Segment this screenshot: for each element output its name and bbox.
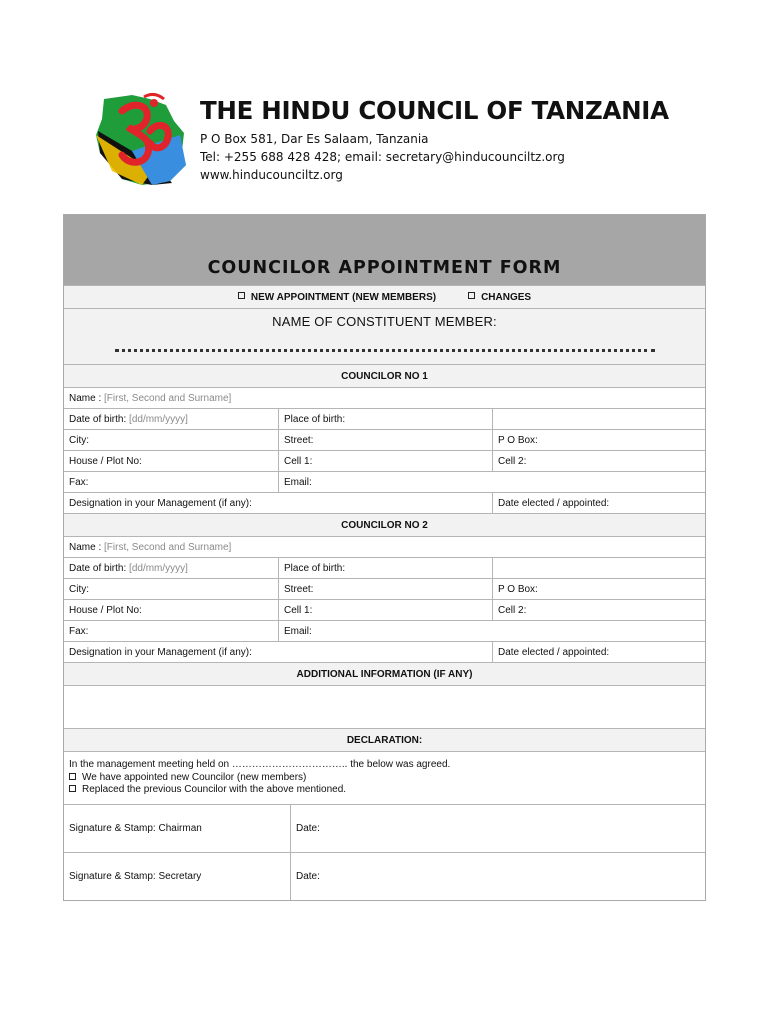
councilor-2-pob-field[interactable]: Place of birth: <box>278 558 492 578</box>
form-title: COUNCILOR APPOINTMENT FORM <box>207 258 562 278</box>
secretary-date-field[interactable]: Date: <box>290 853 705 900</box>
councilor-1-dob-field[interactable]: Date of birth: [dd/mm/yyyy] <box>69 413 188 425</box>
councilor-1-designation-field[interactable]: Designation in your Management (if any): <box>69 497 252 509</box>
councilor-2-cell2-field[interactable]: Cell 2: <box>492 600 705 620</box>
org-website[interactable]: www.hinducounciltz.org <box>200 168 343 182</box>
constituent-member-dotted-line[interactable] <box>115 349 655 352</box>
constituent-member-field[interactable] <box>64 309 705 364</box>
councilor-1-date-elected-field[interactable]: Date elected / appointed: <box>492 493 705 513</box>
declaration-option-replaced[interactable]: Replaced the previous Councilor with the above mentioned. <box>69 784 346 797</box>
option-changes[interactable]: CHANGES <box>468 292 531 303</box>
declaration-text <box>64 752 705 804</box>
councilor-1-city-field[interactable]: City: <box>69 434 89 446</box>
councilor-2-designation-field[interactable]: Designation in your Management (if any): <box>69 646 252 658</box>
councilor-2-house-field[interactable]: House / Plot No: <box>69 604 142 616</box>
appointment-form <box>63 214 706 901</box>
checkbox-icon[interactable] <box>238 292 245 299</box>
councilor-1-house-field[interactable]: House / Plot No: <box>69 455 142 467</box>
councilor-2-fax-field[interactable]: Fax: <box>69 625 89 637</box>
councilor-1-cell1-field[interactable]: Cell 1: <box>278 451 492 471</box>
declaration-meeting-line: In the management meeting held on …………………………….. the below was agreed. <box>69 759 451 771</box>
org-contact: Tel: +255 688 428 428; email: secretary@hinducounciltz.org <box>200 150 565 164</box>
constituent-member-label: NAME OF CONSTITUENT MEMBER: <box>272 314 497 329</box>
councilor-2-heading: COUNCILOR NO 2 <box>341 519 428 531</box>
councilor-2-pobox-field[interactable]: P O Box: <box>492 579 705 599</box>
councilor-1-email-field[interactable]: Email: <box>278 472 705 492</box>
councilor-2-cell1-field[interactable]: Cell 1: <box>278 600 492 620</box>
declaration-option-new[interactable]: We have appointed new Councilor (new members) <box>69 772 306 785</box>
councilor-2-city-field[interactable]: City: <box>69 583 89 595</box>
councilor-1-name-field[interactable]: Name : [First, Second and Surname] <box>69 392 232 404</box>
org-name: THE HINDU COUNCIL OF TANZANIA <box>200 96 669 125</box>
councilor-1-pob-value[interactable] <box>492 409 705 429</box>
checkbox-icon[interactable] <box>69 773 76 780</box>
councilor-2-dob-field[interactable]: Date of birth: [dd/mm/yyyy] <box>69 562 188 574</box>
councilor-1-cell2-field[interactable]: Cell 2: <box>492 451 705 471</box>
additional-info-field[interactable] <box>64 686 705 728</box>
councilor-2-name-field[interactable]: Name : [First, Second and Surname] <box>69 541 232 553</box>
om-logo-icon <box>92 91 192 187</box>
appointment-type-options <box>64 286 705 308</box>
secretary-signature-field[interactable]: Signature & Stamp: Secretary <box>69 871 202 882</box>
declaration-heading: DECLARATION: <box>346 734 423 746</box>
checkbox-icon[interactable] <box>468 292 475 299</box>
councilor-1-street-field[interactable]: Street: <box>278 430 492 450</box>
councilor-2-date-elected-field[interactable]: Date elected / appointed: <box>492 642 705 662</box>
chairman-signature-field[interactable]: Signature & Stamp: Chairman <box>69 823 202 834</box>
additional-info-heading: ADDITIONAL INFORMATION (IF ANY) <box>296 668 473 680</box>
chairman-date-field[interactable]: Date: <box>290 805 705 852</box>
councilor-2-street-field[interactable]: Street: <box>278 579 492 599</box>
councilor-1-pob-field[interactable]: Place of birth: <box>278 409 492 429</box>
councilor-1-heading: COUNCILOR NO 1 <box>341 370 428 382</box>
councilor-2-email-field[interactable]: Email: <box>278 621 705 641</box>
councilor-1-fax-field[interactable]: Fax: <box>69 476 89 488</box>
councilor-1-pobox-field[interactable]: P O Box: <box>492 430 705 450</box>
org-address: P O Box 581, Dar Es Salaam, Tanzania <box>200 132 429 146</box>
councilor-2-pob-value[interactable] <box>492 558 705 578</box>
checkbox-icon[interactable] <box>69 785 76 792</box>
form-header <box>64 215 705 285</box>
option-new-appointment[interactable]: NEW APPOINTMENT (NEW MEMBERS) <box>238 292 436 303</box>
